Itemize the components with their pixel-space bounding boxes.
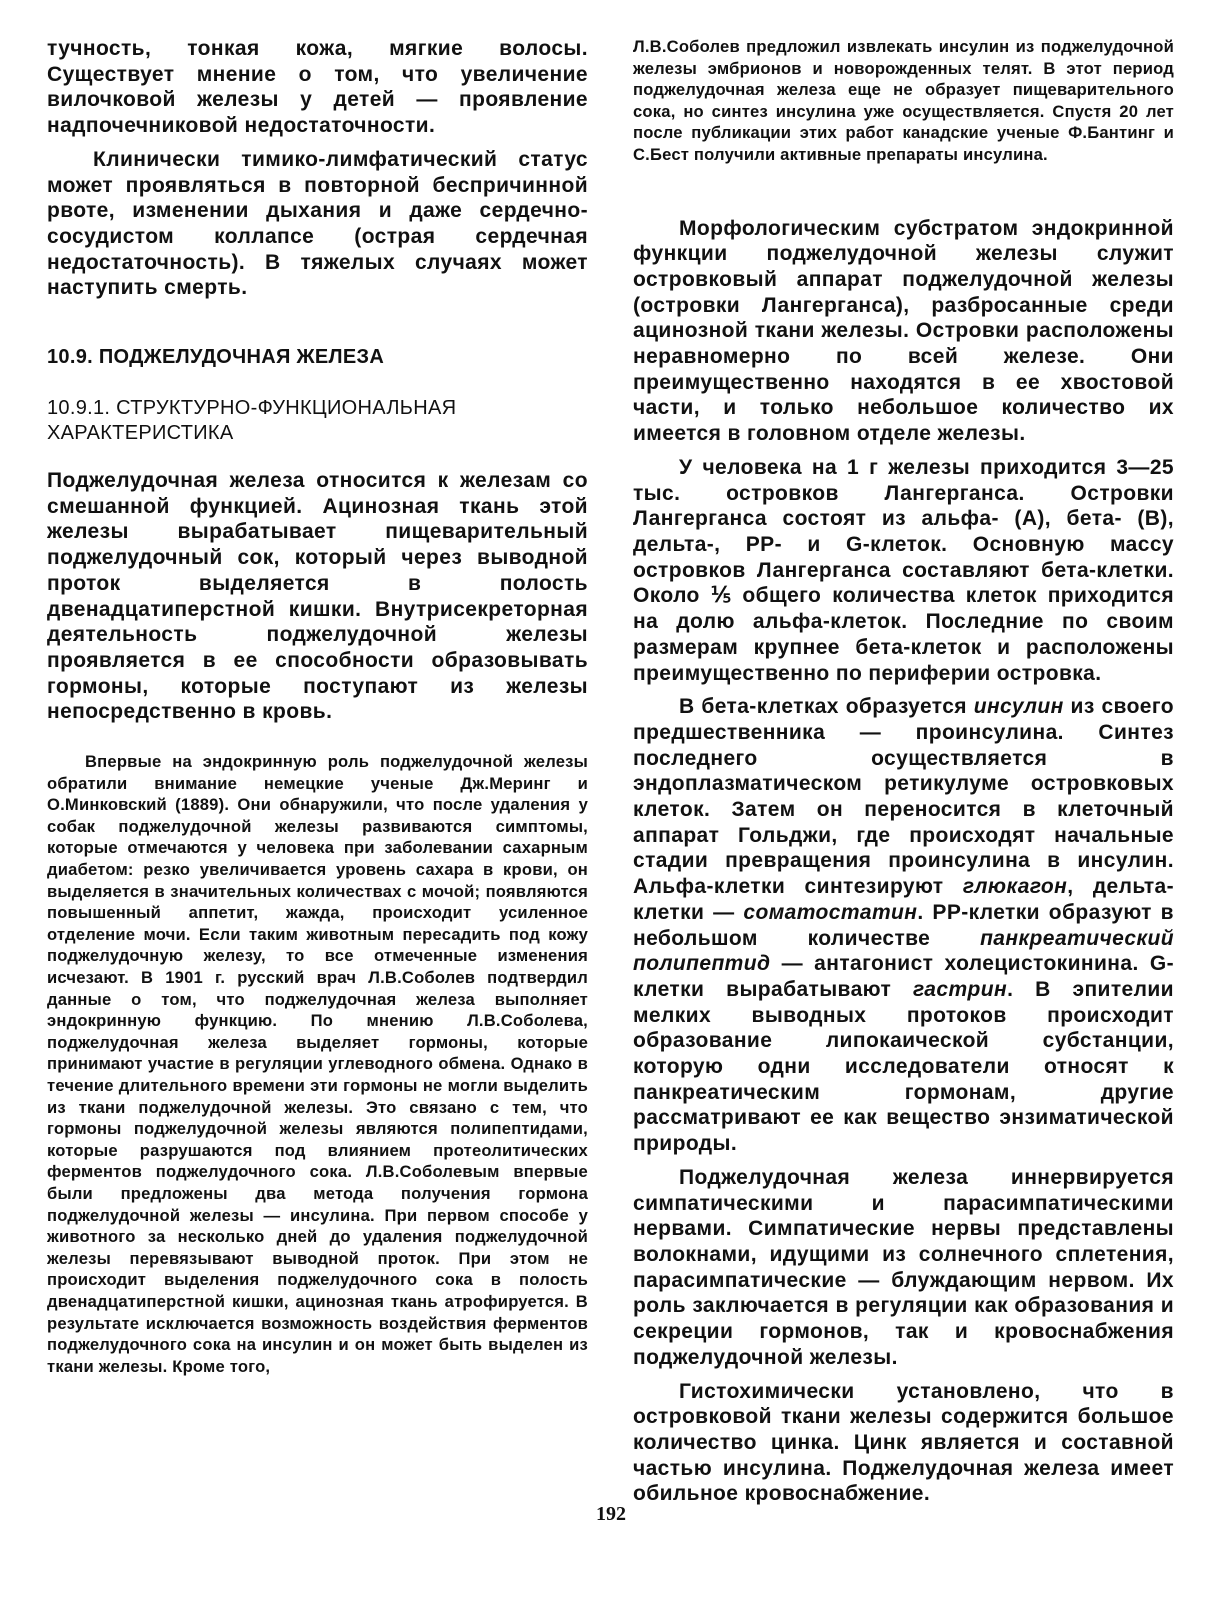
paragraph-history-continued: Л.В.Соболев предложил извлекать инсулин из поджелудочной железы эмбрионов и новорожденных телят. В этот период поджелудочная железа еще не образует пищеварительного сока, но синтез инсулина уже осуществляется. Спустя 20 лет после публикации этих работ канадские ученые Ф.Бантинг и С.Бест получили активные препараты инсулина. [633,37,1174,164]
section-heading: 10.9. ПОДЖЕЛУДОЧНАЯ ЖЕЛЕЗА [47,346,385,369]
page-number: 192 [596,1503,626,1525]
term-pancreatic-polypeptide: панкреатический полипептид [633,926,1174,976]
subsection-heading [47,396,588,446]
term-insulin: инсулин [973,695,1064,719]
paragraph-zinc: Гистохимически установлено, что в островковой ткани железы содержится большое количество цинка. Цинк является и составной частью инсулина. Поджелудочная железа имеет обильное кровоснабжение. [633,1379,1174,1506]
term-gastrin: гастрин [912,977,1008,1001]
left-column [47,36,588,1377]
right-column [633,36,1174,1507]
paragraph-innervation: Поджелудочная железа иннервируется симпатическими и парасимпатическими нервами. Симпатические нервы представлены волокнами, идущими из солнечного сплетения, парасимпатические — блуждающим нервом. Их роль заключается в регуляции как образования и секреции гормонов, так и кровоснабжения поджелудочной железы. [633,1165,1174,1369]
paragraph-thymus-intro: тучность, тонкая кожа, мягкие волосы. Существует мнение о том, что увеличение вилочковой железы у детей — проявление надпочечниковой недостаточности. [47,37,588,138]
paragraph-beta-cells [633,694,1174,1157]
paragraph-history-small-print: Впервые на эндокринную роль поджелудочной железы обратили внимание немецкие ученые Дж.Меринг и О.Минковский (1889). Они обнаружили, что после удаления у собак поджелудочной железы развиваются симптомы, которые отмечаются у человека при заболевании сахарным диабетом: резко увеличивается уровень сахара в крови, он выделяется в значительных количествах с мочой; появляются повышенный аппетит, жажда, происходит усиленное отделение мочи. Если таким животным пересадить под кожу поджелудочную железу, то все отмеченные изменения исчезают. В 1901 г. русский врач Л.В.Соболев подтвердил данные о том, что поджелудочная железа выполняет эндокринную функцию. По мнению Л.В.Соболева, поджелудочная железа выделяет гормоны, которые принимают участие в регуляции углеводного обмена. Однако в течение длительного времени эти гормоны не могли выделить из ткани поджелудочной железы. Это связано с тем, что гормоны поджелудочной железы являются полипептидами, которые разрушаются под влиянием протеолитических ферментов поджелудочного сока. Л.В.Соболевым впервые были предложены два метода получения гормона поджелудочной железы — инсулина. При первом способе у животного за несколько дней до удаления поджелудочной железы перевязывают выводной проток. При этом не происходит выделения поджелудочного сока в полость двенадцатиперстной кишки, ацинозная ткань атрофируется. В результате исключается возможность воздействия ферментов поджелудочного сока на инсулин и он может быть выделен из ткани железы. Кроме того, [47,752,588,1376]
subsection-heading-line1: 10.9.1. СТРУКТУРНО-ФУНКЦИОНАЛЬНАЯ [47,397,457,420]
text-run: . В эпителии мелких выводных протоков происходит образование липокаической субстанции, которую одни исследователи относят к панкреатическим гормонам, другие рассматривают ее как вещество энзиматической природы. [633,977,1174,1156]
term-somatostatin: соматостатин [743,900,918,924]
text-run: из своего предшественника — проинсулина. Синтез последнего осуществляется в эндоплазматическом ретикулуме островковых клеток. Затем он переносится в клеточный аппарат Гольджи, где происходят начальные стадии превращения проинсулина в инсулин. Альфа-клетки синтезируют [633,695,1174,899]
text-run: — антагонист холецистокинина. G-клетки вырабатывают [633,952,1174,1001]
paragraph-thymolymphatic-status: Клинически тимико-лимфатический статус может проявляться в повторной беспричинной рвоте, изменении дыхания и даже сердечно-сосудистом коллапсе (острая сердечная недостаточность). В тяжелых случаях может наступить смерть. [47,147,588,300]
paragraph-mixed-function: Поджелудочная железа относится к железам со смешанной функцией. Ацинозная ткань этой железы вырабатывает пищеварительный поджелудочный сок, который через выводной проток выделяется в полость двенадцатиперстной кишки. Внутрисекреторная деятельность поджелудочной железы проявляется в ее способности образовывать гормоны, которые поступают из железы непосредственно в кровь. [47,469,588,724]
term-glucagon: глюкагон [962,875,1068,899]
subsection-heading-line2: ХАРАКТЕРИСТИКА [47,422,234,445]
text-run: В бета-клетках образуется [679,695,974,719]
text-run: , дельта-клетки — [633,875,1174,924]
paragraph-morphology: Морфологическим субстратом эндокринной функции поджелудочной железы служит островковый аппарат поджелудочной железы (островки Лангерганса), разбросанные среди ацинозной ткани железы. Островки расположены неравномерно по всей железе. Они преимущественно находятся в ее хвостовой части, и только небольшое количество их имеется в головном отделе железы. [633,216,1174,446]
text-run: . PP-клетки образуют в небольшом количестве [633,900,1174,950]
paragraph-islet-cells: У человека на 1 г железы приходится 3—25 тыс. островков Лангерганса. Островки Лангерганса состоят из альфа- (А), бета- (В), дельта-, PP- и G-клеток. Основную массу островков Лангерганса составляют бета-клетки. Около ⅕ общего количества клеток приходится на долю альфа-клеток. Последние по своим размерам крупнее бета-клеток и расположены преимущественно по периферии островка. [633,455,1174,685]
